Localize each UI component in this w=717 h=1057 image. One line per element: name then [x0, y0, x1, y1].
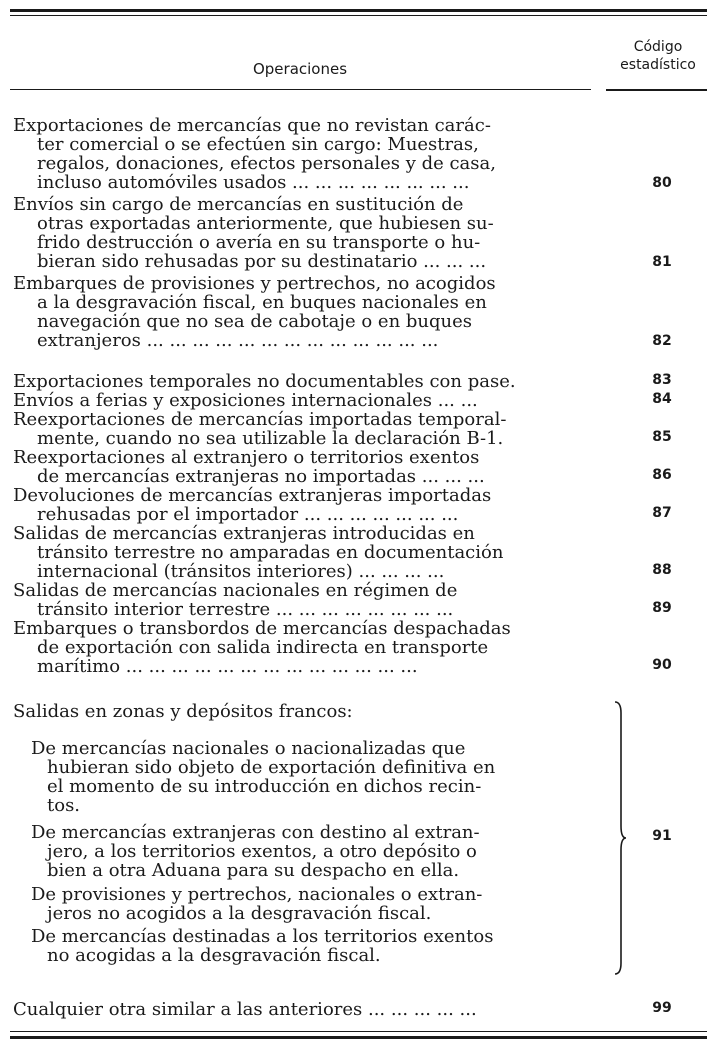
free-zone-item — [31, 739, 586, 815]
statistical-code: 87 — [652, 505, 672, 521]
description-line: Devoluciones de mercancías extranjeras importadas — [13, 486, 492, 505]
free-zone-item — [31, 927, 586, 965]
free-zone-line: no acogidas a la desgravación fiscal. — [47, 945, 381, 966]
free-zone-item — [31, 823, 586, 880]
description-line: tránsito interior terrestre ... ... ... ... ... ... ... ... — [37, 600, 454, 619]
operation-description — [13, 274, 586, 350]
statistical-code: 88 — [652, 562, 672, 578]
description-line: de mercancías extranjeras no importadas ... ... ... — [37, 467, 485, 486]
description-line: Embarques o transbordos de mercancías despachadas — [13, 619, 511, 638]
operation-description — [13, 486, 586, 524]
statistical-code: 82 — [652, 333, 672, 349]
free-zone-item — [31, 885, 586, 923]
description-line: regalos, donaciones, efectos personales y de casa, — [37, 154, 496, 173]
top-rule-thin — [10, 15, 707, 16]
operation-description — [13, 410, 586, 448]
description-line: tránsito terrestre no amparadas en documentación — [37, 543, 504, 562]
description-line: Embarques de provisiones y pertrechos, no acogidos — [13, 274, 496, 293]
description-line: Envíos sin cargo de mercancías en sustitución de — [13, 195, 464, 214]
grouping-brace — [614, 701, 626, 975]
description-line: marítimo ... ... ... ... ... ... ... ... ... ... ... ... ... — [37, 657, 418, 676]
free-zone-line: De mercancías destinadas a los territorios exentos — [31, 926, 494, 947]
last-row-text: Cualquier otra similar a las anteriores ... ... ... ... ... — [13, 1000, 477, 1019]
statistical-code: 81 — [652, 254, 672, 270]
operation-description — [13, 195, 586, 271]
header-rule-right — [606, 89, 707, 91]
description-line: Envíos a ferias y exposiciones internacionales ... ... — [13, 391, 478, 410]
statistical-code: 89 — [652, 600, 672, 616]
operation-description — [13, 116, 586, 192]
last-row-description — [13, 1000, 586, 1019]
free-zone-line: tos. — [47, 795, 81, 816]
free-zones-title: Salidas en zonas y depósitos francos: — [13, 701, 353, 722]
operation-description — [13, 619, 586, 676]
free-zone-line: el momento de su introducción en dichos recin- — [47, 776, 482, 797]
description-line: mente, cuando no sea utilizable la declaración B-1. — [37, 429, 504, 448]
free-zone-line: jero, a los territorios exentos, a otro depósito o — [47, 841, 477, 862]
description-line: frido destrucción o avería en su transporte o hu- — [37, 233, 481, 252]
description-line: rehusadas por el importador ... ... ... ... ... ... ... — [37, 505, 459, 524]
description-line: Reexportaciones al extranjero o territorios exentos — [13, 448, 480, 467]
bottom-rule-thick — [10, 1036, 707, 1039]
operation-description — [13, 391, 586, 410]
operation-description — [13, 448, 586, 486]
code-header-line2: estadístico — [620, 57, 696, 73]
free-zone-line: De provisiones y pertrechos, nacionales o extran- — [31, 884, 483, 905]
operation-description — [13, 524, 586, 581]
description-line: Salidas de mercancías extranjeras introducidas en — [13, 524, 475, 543]
description-line: Exportaciones de mercancías que no revistan carác- — [13, 116, 491, 135]
description-line: bieran sido rehusadas por su destinatario ... ... ... — [37, 252, 487, 271]
code-99: 99 — [652, 1000, 672, 1016]
statistical-code: 86 — [652, 467, 672, 483]
statistical-code: 83 — [652, 372, 672, 388]
operations-column-header: Operaciones — [252, 60, 348, 78]
code-91: 91 — [652, 828, 672, 844]
free-zone-line: hubieran sido objeto de exportación definitiva en — [47, 757, 496, 778]
free-zone-line: De mercancías nacionales o nacionalizadas que — [31, 738, 466, 759]
bottom-rule-thin — [10, 1031, 707, 1032]
description-line: navegación que no sea de cabotaje o en buques — [37, 312, 473, 331]
free-zone-line: jeros no acogidos a la desgravación fiscal. — [47, 903, 432, 924]
description-line: Reexportaciones de mercancías importadas temporal- — [13, 410, 507, 429]
description-line: extranjeros ... ... ... ... ... ... ... ... ... ... ... ... ... — [37, 331, 439, 350]
free-zone-line: bien a otra Aduana para su despacho en ella. — [47, 860, 460, 881]
statistical-code: 84 — [652, 391, 672, 407]
top-rule-thick — [10, 9, 707, 12]
code-column-header — [606, 38, 710, 74]
description-line: Exportaciones temporales no documentables con pase. — [13, 372, 516, 391]
description-line: a la desgravación fiscal, en buques nacionales en — [37, 293, 487, 312]
description-line: otras exportadas anteriormente, que hubiesen su- — [37, 214, 494, 233]
description-line: incluso automóviles usados ... ... ... ... ... ... ... ... — [37, 173, 470, 192]
description-line: ter comercial o se efectúen sin cargo: Muestras, — [37, 135, 479, 154]
description-line: de exportación con salida indirecta en transporte — [37, 638, 489, 657]
operation-description — [13, 581, 586, 619]
free-zone-line: De mercancías extranjeras con destino al extran- — [31, 822, 480, 843]
header-rule-left — [10, 89, 591, 90]
description-line: internacional (tránsitos interiores) ... ... ... ... — [37, 562, 445, 581]
code-header-line1: Código — [633, 39, 683, 55]
statistical-code: 85 — [652, 429, 672, 445]
statistical-code: 80 — [652, 175, 672, 191]
description-line: Salidas de mercancías nacionales en régimen de — [13, 581, 458, 600]
statistical-code: 90 — [652, 657, 672, 673]
operation-description — [13, 372, 586, 391]
